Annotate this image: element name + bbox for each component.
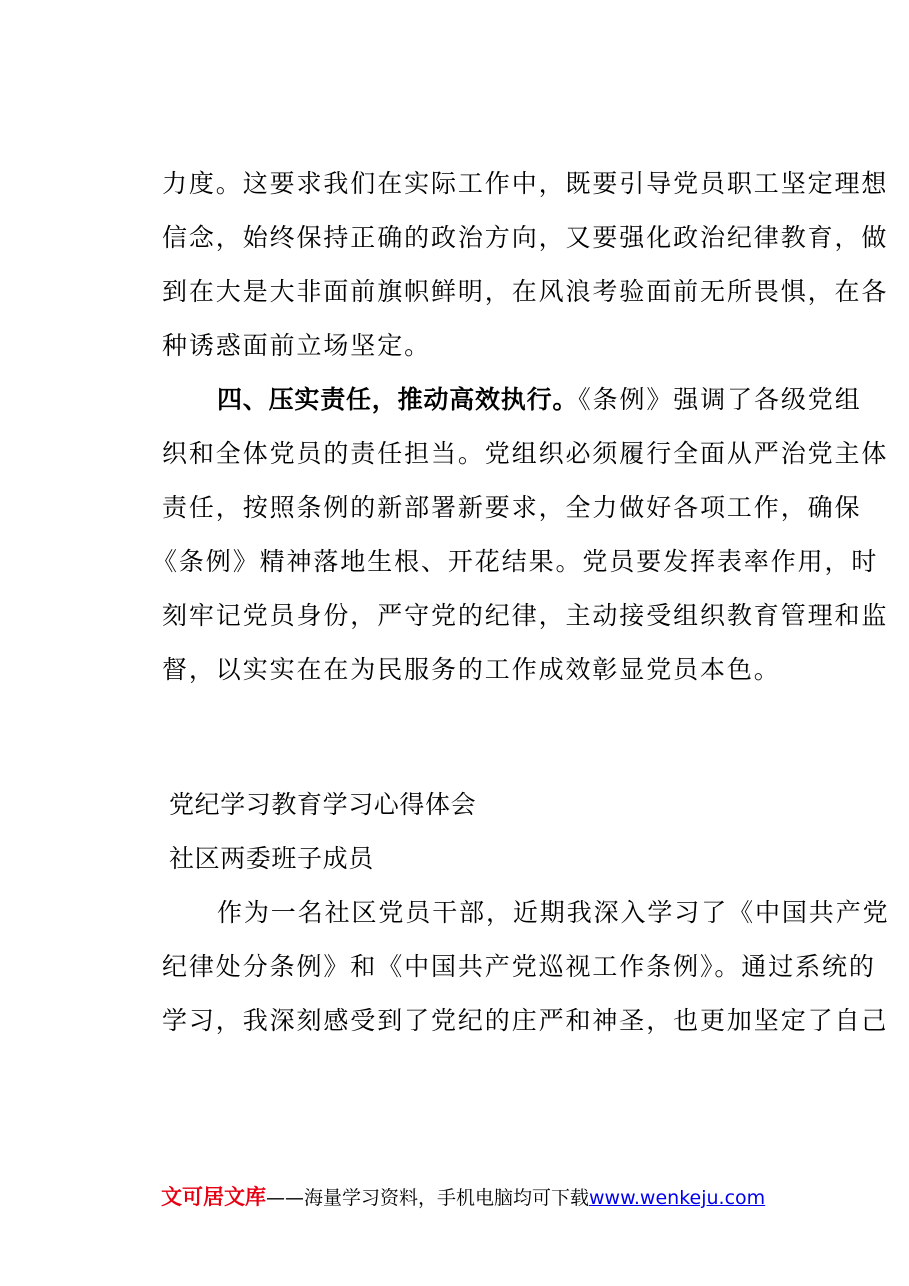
paragraph-line: 信念，始终保持正确的政治方向，又要强化政治纪律教育，做 (162, 223, 889, 252)
paragraph-line: 学习，我深刻感受到了党纪的庄严和神圣，也更加坚定了自己 (162, 1006, 889, 1035)
paragraph-line: 纪律处分条例》和《中国共产党巡视工作条例》。通过系统的 (162, 952, 876, 981)
paragraph-line: 到在大是大非面前旗帜鲜明，在风浪考验面前无所畏惧，在各 (162, 277, 889, 306)
section-4-heading: 四、压实责任，推动高效执行。 (217, 385, 579, 414)
paragraph-line: 刻牢记党员身份，严守党的纪律，主动接受组织教育管理和监 (162, 601, 889, 630)
paragraph-line: 织和全体党员的责任担当。党组织必须履行全面从严治党主体 (162, 439, 889, 468)
paragraph-line: 力度。这要求我们在实际工作中，既要引导党员职工坚定理想 (162, 169, 889, 198)
section-4-first-line-text: 《条例》强调了各级党组 (578, 385, 862, 414)
section-4-first-line (0, 380, 909, 420)
footer-tagline: ——海量学习资料，手机电脑均可下载 (266, 1187, 590, 1209)
article-title: 党纪学习教育学习心得体会 (169, 790, 477, 819)
footer-brand: 文可居文库 (161, 1185, 266, 1209)
paragraph-line: 《条例》精神落地生根、开花结果。党员要发挥表率作用，时 (152, 547, 879, 576)
footer-website-link[interactable]: www.wenkeju.com (589, 1187, 766, 1209)
paragraph-line: 督，以实实在在为民服务的工作成效彰显党员本色。 (162, 655, 781, 684)
footer (0, 1180, 909, 1214)
article-author: 社区两委班子成员 (169, 844, 374, 873)
paragraph-line: 责任，按照条例的新部署新要求，全力做好各项工作，确保 (162, 493, 862, 522)
paragraph-line: 种诱惑面前立场坚定。 (162, 331, 432, 360)
paragraph-line: 作为一名社区党员干部，近期我深入学习了《中国共产党 (217, 898, 890, 927)
